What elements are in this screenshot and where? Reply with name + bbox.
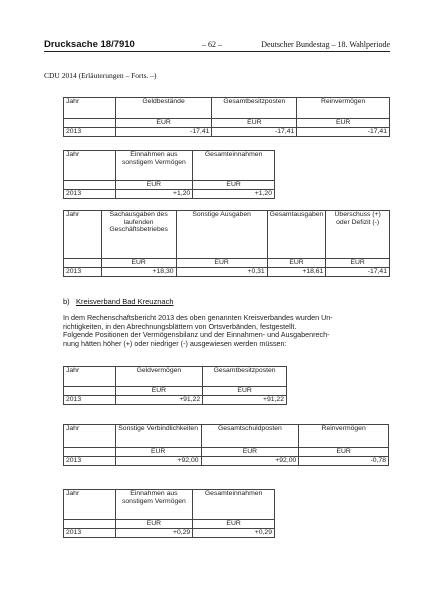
value-cell: +1,20 [193,190,275,199]
empty-cell [64,448,116,457]
unit-cell: EUR [176,259,267,268]
header-cell: Sachausgaben des laufenden Geschäftsbetriebes [101,211,176,259]
value-cell: +0,29 [193,529,275,538]
paragraph-line: In dem Rechenschaftsbericht 2013 des oben genannten Kreisverbandes wurden Un- [63,313,333,322]
value-cell: -17,41 [326,268,390,277]
header-cell: Geldbestände [115,98,212,119]
value-cell: +0,29 [115,529,193,538]
paragraph-line: Folgende Positionen der Vermögensbilanz und der Einnahmen- und Ausgabenrech- [63,330,330,340]
section-heading [63,297,174,306]
value-cell: +91,22 [203,396,287,405]
table-kv-income [63,489,275,538]
table-cdu-assets [63,97,390,137]
header-cell: Reinvermögen [299,425,389,448]
unit-cell: EUR [193,181,275,190]
section-title: Kreisverband Bad Kreuznach [75,297,174,306]
empty-cell [64,181,116,190]
unit-cell: EUR [326,259,390,268]
header-cell: Jahr [64,151,116,181]
empty-cell [64,387,116,396]
header-cell: Sonstige Ausgaben [176,211,267,259]
header-cell: Einnahmen aus sonstigem Vermögen [115,490,193,520]
header-cell: Gesamtbesitzposten [203,367,287,387]
unit-cell: EUR [193,520,275,529]
page-header [44,39,390,52]
value-cell: +91,22 [115,396,203,405]
table-cdu-expenses [63,210,390,277]
unit-cell: EUR [115,119,212,128]
value-cell: -17,41 [297,128,390,137]
header-cell: Überschuss (+) oder Defizit (-) [326,211,390,259]
value-cell: +92,00 [201,457,299,466]
header-cell: Gesamtschuldposten [201,425,299,448]
header-cell: Sonstige Verbindlichkeiten [115,425,201,448]
value-cell: +1,20 [115,190,193,199]
header-cell: Jahr [64,490,116,520]
year-cell: 2013 [64,268,102,277]
table-kv-assets [63,366,287,405]
value-cell: +0,31 [176,268,267,277]
unit-cell: EUR [201,448,299,457]
header-cell: Einnahmen aus sonstigem Vermögen [115,151,193,181]
header-cell: Jahr [64,211,102,259]
year-cell: 2013 [64,529,116,538]
header-cell: Jahr [64,425,116,448]
unit-cell: EUR [297,119,390,128]
value-cell: +92,00 [115,457,201,466]
paragraph-line: richtigkeiten, in den Abrechnungsblättern von Ortsverbänden, festgestellt. [63,321,297,331]
year-cell: 2013 [64,457,116,466]
header-cell: Gesamteinnahmen [193,490,275,520]
value-cell: +18,61 [267,268,326,277]
year-cell: 2013 [64,396,116,405]
unit-cell: EUR [115,387,203,396]
empty-cell [64,259,102,268]
document-number: Drucksache 18/7910 [44,39,135,50]
header-cell: Jahr [64,367,116,387]
header-cell: Gesamtbesitzposten [212,98,297,119]
parliament-label: Deutscher Bundestag – 18. Wahlperiode [261,40,390,49]
paragraph-line: nung hätten höher (+) oder niedriger (-) ausgewiesen werden müssen: [63,339,287,349]
unit-cell: EUR [212,119,297,128]
unit-cell: EUR [115,520,193,529]
value-cell: +18,30 [101,268,176,277]
unit-cell: EUR [115,181,193,190]
value-cell: -17,41 [212,128,297,137]
empty-cell [64,119,116,128]
section-subtitle: CDU 2014 (Erläuterungen – Forts. –) [44,71,157,80]
header-cell: Gesamteinnahmen [193,151,275,181]
body-paragraph [63,314,383,349]
unit-cell: EUR [299,448,389,457]
section-number: b) [63,297,70,306]
header-cell: Gesamtausgaben [267,211,326,259]
value-cell: -17,41 [115,128,212,137]
page-number: – 62 – [202,40,222,49]
unit-cell: EUR [203,387,287,396]
unit-cell: EUR [101,259,176,268]
table-kv-liabilities [63,424,389,466]
year-cell: 2013 [64,128,116,137]
value-cell: -0,78 [299,457,389,466]
table-cdu-income [63,150,275,199]
header-cell: Reinvermögen [297,98,390,119]
empty-cell [64,520,116,529]
header-cell: Jahr [64,98,116,119]
year-cell: 2013 [64,190,116,199]
header-cell: Geldvermögen [115,367,203,387]
unit-cell: EUR [267,259,326,268]
unit-cell: EUR [115,448,201,457]
